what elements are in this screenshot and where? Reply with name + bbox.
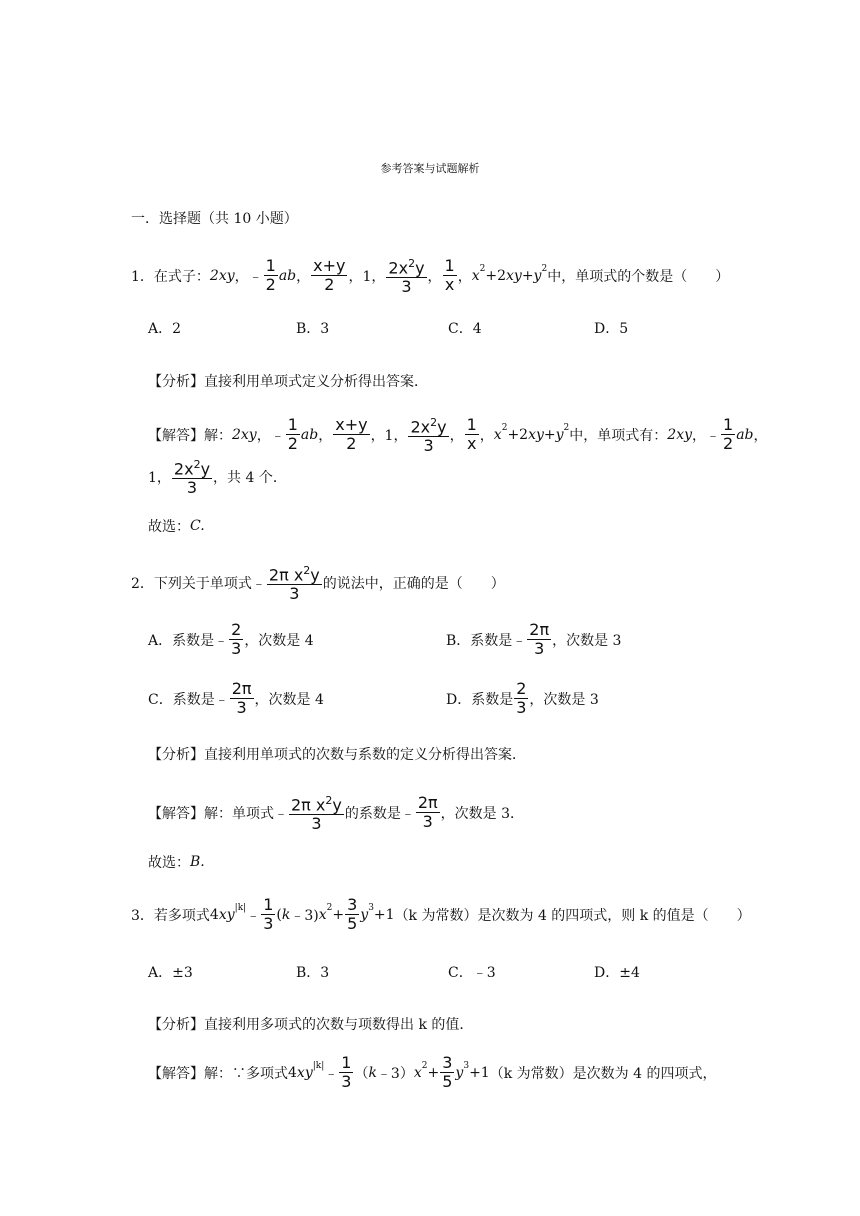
- q1-options: [148, 318, 628, 338]
- q2-choice-letter: B.: [190, 854, 205, 870]
- q3-option-b: B．3: [296, 965, 330, 981]
- q3-analysis-text: 【分析】直接利用多项式的次数与项数得出 k 的值．: [148, 1017, 474, 1033]
- q3-analysis: [148, 1014, 473, 1034]
- q2-option-b: B．系数是 ﹣ 2π 3 ，次数是 3: [446, 620, 622, 658]
- q3-answer-label: 【解答】: [148, 1065, 204, 1082]
- q2-option-c-suffix: ，次数是 4: [254, 691, 324, 708]
- q3-option-a: A．±3: [148, 965, 193, 981]
- q2-choice-label: 故选：: [148, 855, 190, 871]
- q2-option-a: A．系数是 ﹣ 2 3 ，次数是 4: [148, 620, 314, 658]
- q3-answer: 【解答】 解：∵多项式 4 xy |k| ﹣ 1 3 （ k ﹣3） x 2 + 3 5 y 3 +1 （k 为常数）是次数为 4 的四项式，: [148, 1053, 717, 1091]
- q1-answer-prefix: 解：: [204, 427, 232, 444]
- q1-stem-suffix: 中，单项式的个数是（ ）: [547, 268, 730, 285]
- page-title-text: 参考答案与试题解析: [380, 162, 480, 175]
- q2-answer-mid: 的系数是: [344, 805, 401, 822]
- q2-option-a-prefix: A．系数是: [148, 632, 215, 649]
- q2-answer-label: 【解答】: [148, 805, 204, 822]
- q1-option-a: A．2: [148, 321, 182, 337]
- q2-stem-suffix: 的说法中，正确的是（ ）: [322, 575, 505, 592]
- q3-stem: 3．若多项式 4 xy |k| ﹣ 1 3 ( k ﹣3) x 2 + 3 5 y 3 +1 （k 为常数）是次数为 4 的四项式，则 k 的值是（ ）: [131, 895, 751, 933]
- q1-stem: 1．在式子： 2xy ，﹣ 1 2 ab ， x+y 2 ，1， $2x^2y$ 3 ， 1 x ， x 2 +2 xy + y 2 中，单项式的个数是（ ）: [131, 256, 730, 297]
- q2-option-d: D．系数是 2 3 ，次数是 3: [446, 679, 599, 717]
- q1-choice-letter: C.: [190, 518, 205, 534]
- q2-answer-end: ，次数是 3．: [440, 805, 525, 822]
- section-heading-text: 一．选择题（共 10 小题）: [131, 211, 298, 227]
- q1-choice-label: 故选：: [148, 519, 190, 535]
- q3-stem-prefix: 3．若多项式: [131, 907, 210, 924]
- q1-answer-line2: 1， $2x^2y$ 3 ，共 4 个．: [148, 458, 287, 498]
- q2-analysis: [148, 744, 526, 764]
- q3-options: [148, 962, 640, 982]
- q2-stem-prefix: 2．下列关于单项式: [131, 575, 252, 592]
- q1-option-d: D．5: [594, 321, 629, 337]
- q3-stem-suffix: （k 为常数）是次数为 4 的四项式，则 k 的值是（ ）: [394, 907, 751, 924]
- page-title: [0, 160, 860, 176]
- q3-answer-prefix: 解：∵多项式: [204, 1065, 288, 1082]
- q2-stem: 2．下列关于单项式 ﹣ 2π $x^2y$ 3 的说法中，正确的是（ ）: [131, 564, 505, 604]
- q2-answer-prefix: 解：单项式: [204, 805, 274, 822]
- q3-answer-suffix: （k 为常数）是次数为 4 的四项式，: [489, 1065, 717, 1082]
- q1-analysis: [148, 371, 428, 391]
- q1-answer-mid: 中，单项式有：: [569, 427, 668, 444]
- q1-answer-label: 【解答】: [148, 427, 204, 444]
- q2-answer: 【解答】 解：单项式 ﹣ 2π $x^2y$ 3 的系数是 ﹣ 2π 3 ，次数是 3．: [148, 793, 525, 834]
- q1-option-c: C．4: [448, 321, 482, 337]
- q2-option-b-suffix: ，次数是 3: [552, 632, 622, 649]
- q1-stem-prefix: 1．在式子：: [131, 268, 210, 285]
- q2-option-d-prefix: D．系数是: [446, 691, 514, 708]
- q2-analysis-text: 【分析】直接利用单项式的次数与系数的定义分析得出答案．: [148, 747, 526, 763]
- q2-option-a-suffix: ，次数是 4: [244, 632, 314, 649]
- q2-option-c-prefix: C．系数是: [148, 691, 215, 708]
- q1-option-b: B．3: [296, 321, 330, 337]
- q3-option-c: C．﹣3: [448, 965, 496, 981]
- q3-option-d: D．±4: [594, 965, 640, 981]
- section-heading: [131, 208, 298, 228]
- q1-choice: [148, 516, 205, 536]
- q2-choice: [148, 852, 205, 872]
- q1-answer-line1: 【解答】 解： 2xy ，﹣ 1 2 ab ， x+y 2 ，1， $2x^2y$ 3 ， 1 x ， x 2 +2 xy + y 2 中，单项式有： 2xy ，﹣ 1 2 ab ，: [148, 415, 768, 456]
- q1-analysis-text: 【分析】直接利用单项式定义分析得出答案．: [148, 374, 428, 390]
- q2-option-c: C．系数是 ﹣ 2π 3 ，次数是 4: [148, 679, 324, 717]
- q2-option-d-suffix: ，次数是 3: [529, 691, 599, 708]
- q2-option-b-prefix: B．系数是: [446, 632, 513, 649]
- q1-answer-end: ，共 4 个．: [213, 469, 287, 486]
